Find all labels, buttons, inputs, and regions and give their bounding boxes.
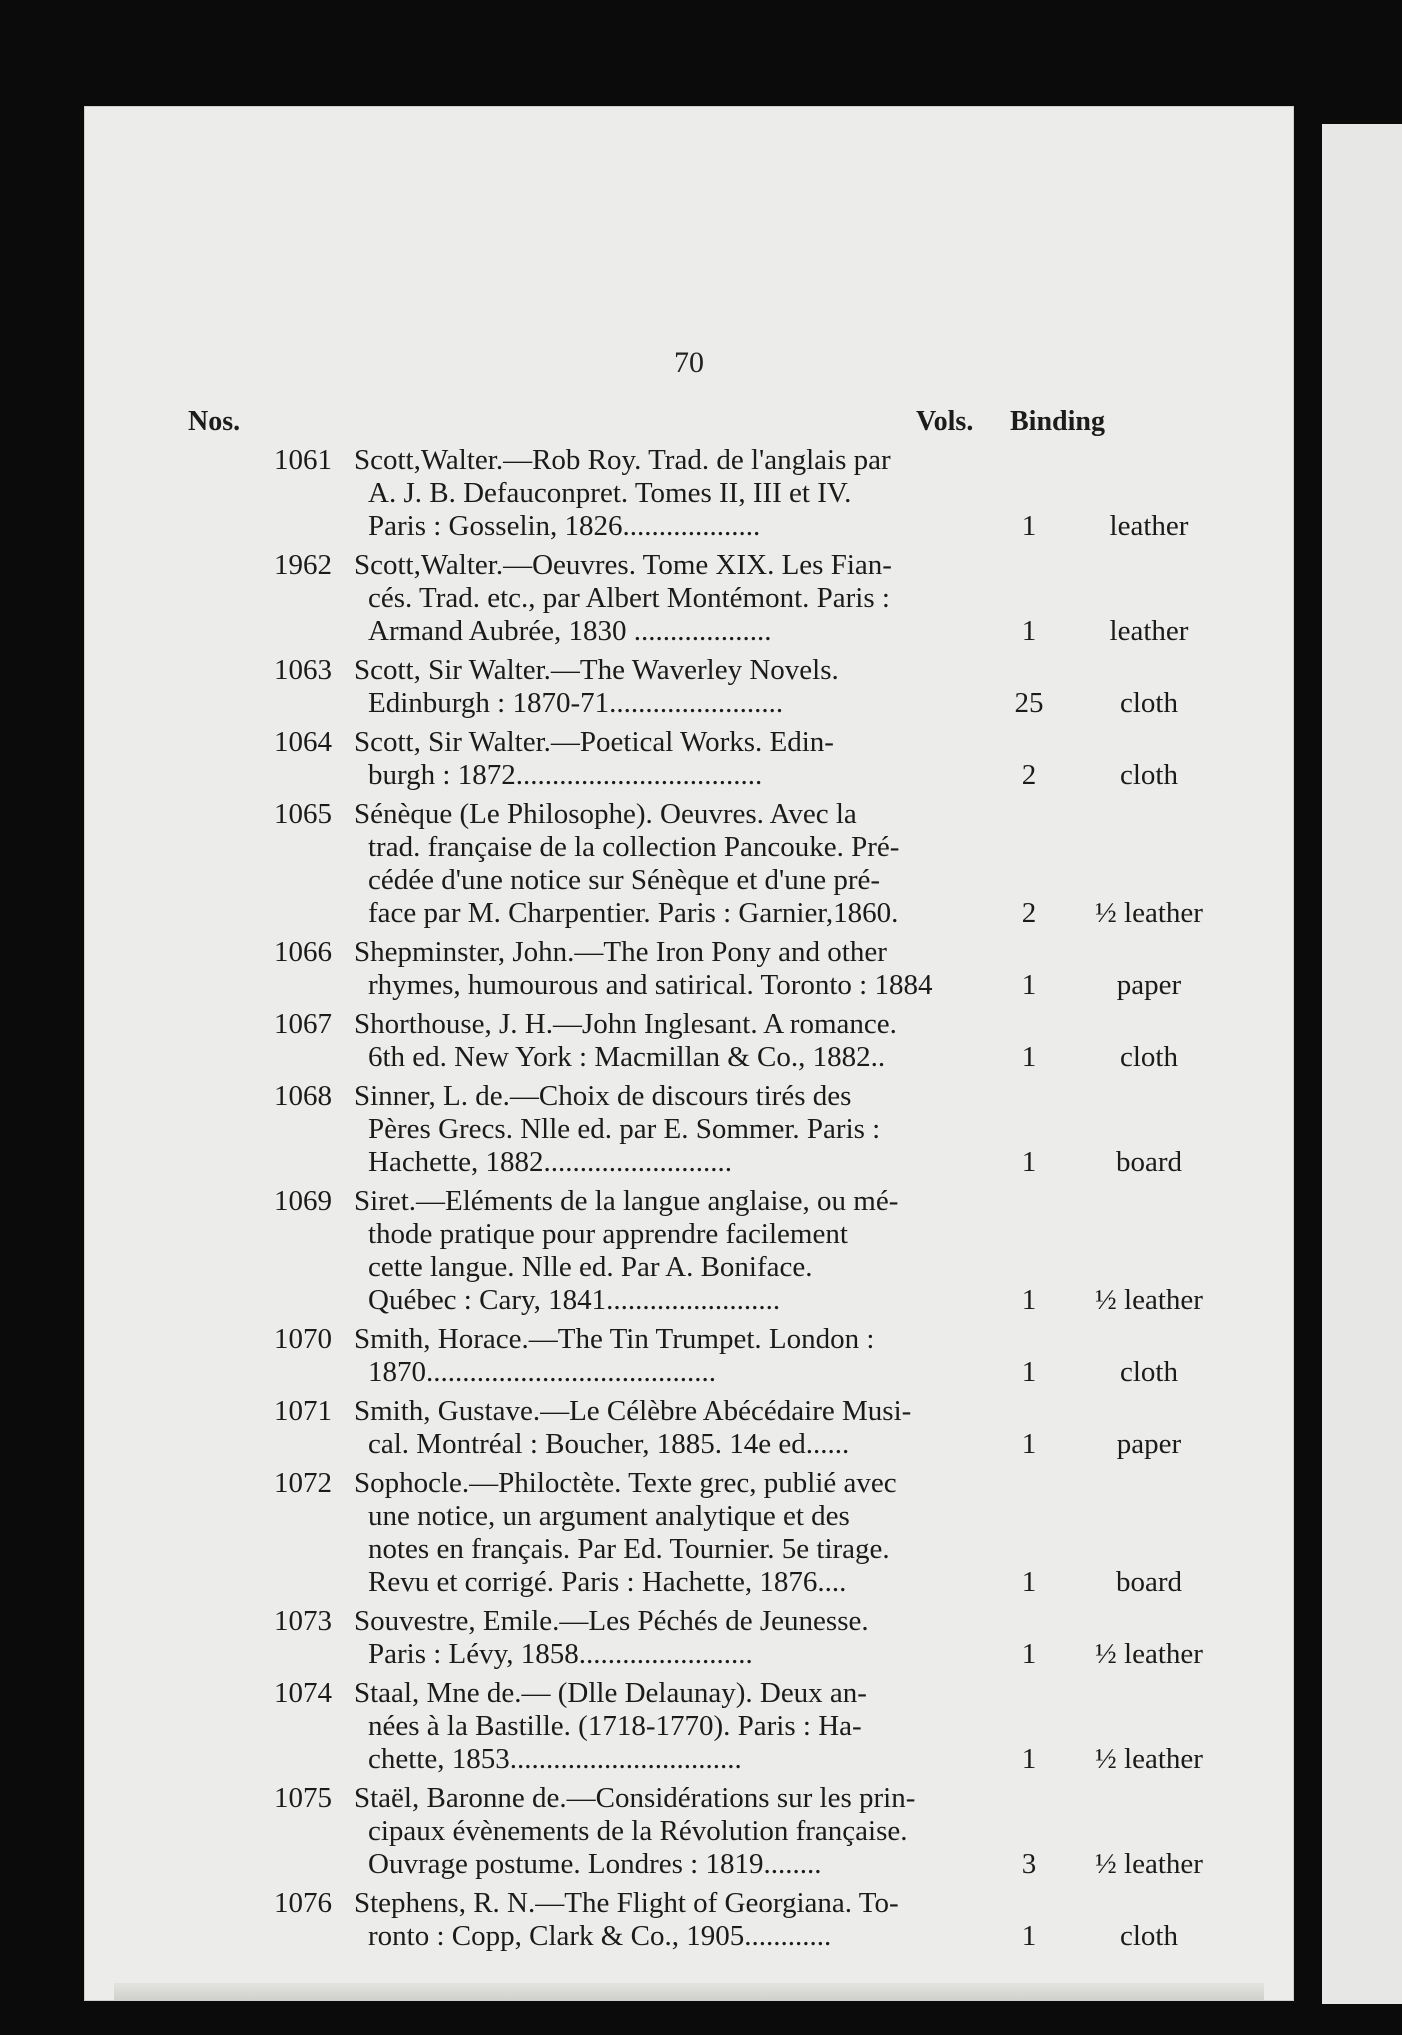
entry-line: cette langue. Nlle ed. Par A. Boniface. — [368, 1251, 813, 1283]
entry-line: Paris : Lévy, 1858........................ — [368, 1638, 753, 1670]
catalog-entry — [274, 1677, 1240, 1776]
entry-line: trad. française de la collection Pancouke. Pré- — [368, 831, 900, 863]
entry-number: 1076 — [274, 1887, 332, 1919]
entry-line: cés. Trad. etc., par Albert Montémont. Paris : — [368, 582, 890, 614]
entry-line: Paris : Gosselin, 1826................... — [368, 510, 761, 542]
entry-line: Staël, Baronne de.—Considérations sur les prin- — [354, 1782, 916, 1814]
catalog-entry — [274, 798, 1240, 930]
column-header-nos: Nos. — [188, 406, 241, 437]
entry-line: Pères Grecs. Nlle ed. par E. Sommer. Paris : — [368, 1113, 881, 1145]
entry-line: ronto : Copp, Clark & Co., 1905............ — [368, 1920, 832, 1952]
entry-binding: ½ leather — [1095, 897, 1203, 929]
entry-number: 1067 — [274, 1008, 332, 1040]
entry-vols: 2 — [1021, 897, 1037, 929]
entry-binding: paper — [1116, 1428, 1182, 1460]
entry-line: Scott, Sir Walter.—The Waverley Novels. — [354, 654, 839, 686]
entry-number: 1064 — [274, 726, 332, 758]
entry-number: 1063 — [274, 654, 332, 686]
entry-vols: 1 — [1021, 510, 1037, 542]
catalog-entries — [274, 444, 1240, 1959]
page-number: 70 — [674, 346, 704, 379]
entry-line: Edinburgh : 1870-71........................ — [368, 687, 784, 719]
page-bottom-edge — [114, 1983, 1264, 2001]
entry-number: 1065 — [274, 798, 332, 830]
entry-binding: ½ leather — [1095, 1848, 1203, 1880]
adjacent-page-edge — [1322, 124, 1402, 2004]
catalog-entry — [274, 1782, 1240, 1881]
entry-number: 1073 — [274, 1605, 332, 1637]
entry-description — [354, 1395, 994, 1461]
entry-line: Smith, Horace.—The Tin Trumpet. London : — [354, 1323, 875, 1355]
entry-binding: cloth — [1120, 1356, 1178, 1388]
catalog-entry — [274, 1395, 1240, 1461]
entry-line: chette, 1853................................ — [368, 1743, 742, 1775]
entry-vols: 2 — [1021, 759, 1037, 791]
entry-description — [354, 1323, 994, 1389]
entry-number: 1075 — [274, 1782, 332, 1814]
entry-line: nées à la Bastille. (1718-1770). Paris : Ha- — [368, 1710, 862, 1742]
entry-vols: 1 — [1021, 1743, 1037, 1775]
entry-line: A. J. B. Defauconpret. Tomes II, III et IV. — [368, 477, 852, 509]
entry-line: cédée d'une notice sur Sénèque et d'une pré- — [368, 864, 881, 896]
entry-number: 1066 — [274, 936, 332, 968]
entry-description — [354, 1008, 994, 1074]
entry-vols: 1 — [1021, 1041, 1037, 1073]
entry-line: Souvestre, Emile.—Les Péchés de Jeunesse. — [354, 1605, 869, 1637]
entry-number: 1068 — [274, 1080, 332, 1112]
entry-description — [354, 936, 994, 1002]
catalog-entry — [274, 444, 1240, 543]
entry-line: Armand Aubrée, 1830 ................... — [368, 615, 772, 647]
entry-line: Ouvrage postume. Londres : 1819........ — [368, 1848, 822, 1880]
entry-line: Shepminster, John.—The Iron Pony and other — [354, 936, 887, 968]
entry-description — [354, 1782, 994, 1881]
entry-description — [354, 549, 994, 648]
catalog-entry — [274, 1185, 1240, 1317]
entry-line: Sophocle.—Philoctète. Texte grec, publié avec — [354, 1467, 897, 1499]
entry-vols: 1 — [1021, 1920, 1037, 1952]
entry-number: 1061 — [274, 444, 332, 476]
entry-description — [354, 1605, 994, 1671]
entry-line: Revu et corrigé. Paris : Hachette, 1876.... — [368, 1566, 847, 1598]
entry-line: Québec : Cary, 1841........................ — [368, 1284, 781, 1316]
entry-line: face par M. Charpentier. Paris : Garnier,1860. — [368, 897, 899, 929]
entry-line: Scott, Sir Walter.—Poetical Works. Edin- — [354, 726, 834, 758]
entry-description — [354, 1887, 994, 1953]
entry-binding: ½ leather — [1095, 1284, 1203, 1316]
entry-line: Sénèque (Le Philosophe). Oeuvres. Avec la — [354, 798, 857, 830]
entry-line: Smith, Gustave.—Le Célèbre Abécédaire Musi- — [354, 1395, 912, 1427]
catalog-page — [84, 106, 1294, 2001]
entry-description — [354, 444, 994, 543]
entry-number: 1962 — [274, 549, 332, 581]
catalog-entry — [274, 1080, 1240, 1179]
entry-description — [354, 726, 994, 792]
entry-description — [354, 1185, 994, 1317]
catalog-entry — [274, 549, 1240, 648]
column-header-binding: Binding — [1010, 406, 1105, 437]
entry-vols: 1 — [1021, 1146, 1037, 1178]
catalog-entry — [274, 1467, 1240, 1599]
entry-binding: board — [1115, 1146, 1183, 1178]
entry-line: 6th ed. New York : Macmillan & Co., 1882.. — [368, 1041, 886, 1073]
column-header-vols: Vols. — [916, 406, 974, 437]
entry-vols: 3 — [1021, 1848, 1037, 1880]
entry-binding: leather — [1109, 615, 1189, 647]
entry-description — [354, 798, 994, 930]
catalog-entry — [274, 1605, 1240, 1671]
entry-line: Scott,Walter.—Oeuvres. Tome XIX. Les Fian- — [354, 549, 892, 581]
entry-line: Hachette, 1882.......................... — [368, 1146, 733, 1178]
entry-binding: ½ leather — [1095, 1638, 1203, 1670]
entry-binding: paper — [1116, 969, 1182, 1001]
catalog-entry — [274, 1008, 1240, 1074]
entry-number: 1074 — [274, 1677, 332, 1709]
entry-binding: board — [1115, 1566, 1183, 1598]
entry-binding: leather — [1109, 510, 1189, 542]
entry-vols: 25 — [1014, 687, 1044, 719]
entry-vols: 1 — [1021, 1428, 1037, 1460]
entry-vols: 1 — [1021, 615, 1037, 647]
entry-binding: ½ leather — [1095, 1743, 1203, 1775]
entry-vols: 1 — [1021, 1356, 1037, 1388]
entry-number: 1070 — [274, 1323, 332, 1355]
entry-line: burgh : 1872.................................. — [368, 759, 763, 791]
entry-vols: 1 — [1021, 1638, 1037, 1670]
catalog-entry — [274, 936, 1240, 1002]
entry-line: Sinner, L. de.—Choix de discours tirés des — [354, 1080, 852, 1112]
entry-line: Staal, Mne de.— (Dlle Delaunay). Deux an- — [354, 1677, 867, 1709]
entry-number: 1069 — [274, 1185, 332, 1217]
entry-line: Stephens, R. N.—The Flight of Georgiana. To- — [354, 1887, 899, 1919]
entry-number: 1071 — [274, 1395, 332, 1427]
entry-description — [354, 1467, 994, 1599]
entry-binding: cloth — [1120, 687, 1178, 719]
entry-vols: 1 — [1021, 969, 1037, 1001]
entry-line: rhymes, humourous and satirical. Toronto : 1884 — [368, 969, 933, 1001]
entry-binding: cloth — [1120, 759, 1178, 791]
entry-number: 1072 — [274, 1467, 332, 1499]
entry-description — [354, 1677, 994, 1776]
entry-line: Scott,Walter.—Rob Roy. Trad. de l'anglais par — [354, 444, 891, 476]
entry-vols: 1 — [1021, 1284, 1037, 1316]
entry-description — [354, 1080, 994, 1179]
entry-line: une notice, un argument analytique et des — [368, 1500, 850, 1532]
entry-line: 1870........................................ — [368, 1356, 716, 1388]
entry-line: cal. Montréal : Boucher, 1885. 14e ed...... — [368, 1428, 850, 1460]
entry-line: thode pratique pour apprendre facilement — [368, 1218, 848, 1250]
entry-description — [354, 654, 994, 720]
catalog-entry — [274, 726, 1240, 792]
entry-vols: 1 — [1021, 1566, 1037, 1598]
catalog-entry — [274, 1887, 1240, 1953]
entry-binding: cloth — [1120, 1041, 1178, 1073]
entry-line: notes en français. Par Ed. Tournier. 5e tirage. — [368, 1533, 890, 1565]
catalog-entry — [274, 1323, 1240, 1389]
entry-binding: cloth — [1120, 1920, 1178, 1952]
entry-line: Siret.—Eléments de la langue anglaise, ou mé- — [354, 1185, 899, 1217]
entry-line: Shorthouse, J. H.—John Inglesant. A romance. — [354, 1008, 897, 1040]
entry-line: cipaux évènements de la Révolution française. — [368, 1815, 908, 1847]
catalog-entry — [274, 654, 1240, 720]
